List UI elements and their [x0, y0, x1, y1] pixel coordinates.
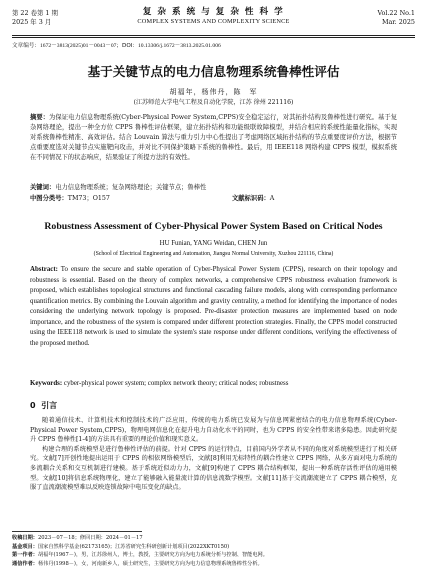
document-code — [232, 194, 274, 203]
abstract-en-text: To ensure the secure and stable operation of Cyber-Physical Power System (CPPS), research on their topology and robustness is essential. Based on the theory of complex networks, a comprehensive CPPS robustness evaluation framework is proposed, which establishes topological structures and functional cascading failure models, along with corresponding performance quantification metrics. By combining the Louvain algorithm and gravity centrality, a method for identifying the importance of nodes considering the underlying network topology is proposed. Pre-disaster protection measures are implemented based on node importance, and the robustness of the system is compared under different protection strategies. Finally, the CPPS model constructed using the IEEE118 network is used to simulate the system's state response under different conditions, verifying the effectiveness of the proposed method. — [30, 266, 397, 347]
article-meta — [12, 43, 415, 50]
doi-label: DOI： — [122, 43, 138, 49]
keywords-en-text: cyber-physical power system; complex network theory; critical nodes; robustness — [63, 380, 289, 387]
running-header — [12, 7, 415, 35]
doi-value: 10.13306/j.1672－3813.2025.01.006 — [138, 43, 221, 49]
footnote-text: 杨伟丹(1998－)，女，河南新乡人，硕士研究生，主要研究方向为电力信息物理系统鲁棒性分析。 — [37, 560, 263, 567]
footnote-text: 胡福年(1967－)，男，江苏徐州人，博士，教授，主要研究方向为电力系统分析与控制、智能电网。 — [37, 552, 268, 559]
volume-en: Vol.22 No.1 — [377, 9, 415, 17]
footnote-label: 基金项目： — [12, 543, 38, 550]
article-number: 1672－3813(2025)01－0043－07； — [39, 43, 123, 49]
body-paragraph: 随着通信技术、计算机技术和控制技术的广泛应用，传统的电力系统已发展为与信息网紧密结合的电力信息物理系统(Cyber-Physical Power System,CPPS)，物理电网信息化在提升电力自动化水平的同时，也为 CPPS 的安全性带来诸多隐患。因此研究提升 CPPS 鲁棒性[1-4]的方法具有重要的理论价值和现实意义。 — [30, 417, 397, 444]
date-en: Mar. 2025 — [381, 17, 415, 26]
issue-info-right — [377, 9, 415, 26]
title-cn: 基于关键节点的电力信息物理系统鲁棒性评估 — [87, 64, 340, 79]
footnote-rule — [12, 531, 142, 532]
abstract-cn-label: 摘要： — [30, 114, 50, 121]
affiliation-cn: (江苏师范大学电气工程及自动化学院，江苏 徐州 221116) — [133, 99, 294, 106]
abstract-cn-text: 为保证电力信息物理系统(Cyber-Physical Power System,CPPS)安全稳定运行，对其拓扑结构及鲁棒性进行研究。基于复杂网络理论，提出一种全方位 CPPS 鲁棒性评估框架，建立拓扑结构和功能级联故障模型，并结合相应的系统性能量化指标，实现对系统鲁棒性精准、高效评估。结合 Louvain 算法与重力引力中心性提出了考虑网络区域拓扑结构的节点重要度评价方法，根据节点重要度选对关键节点实施靶向攻击，并对比不同保护策略下系统的鲁棒性。最后，用 IEEE118 网络构建 CPPS 模型，模拟系统在不同情况下的状态响应，结果验证了所提方法的有效性。 — [30, 114, 398, 162]
keywords-cn — [30, 183, 397, 192]
date-cn: 2025 年 3 月 — [12, 17, 52, 26]
footnotes — [12, 534, 415, 568]
keywords-en-label: Keywords: — [30, 380, 63, 387]
affiliation-en: (School of Electrical Engineering and Automation, Jiangsu Normal University, Xuzhou 221116, China) — [93, 251, 334, 257]
keywords-cn-label: 关键词： — [30, 184, 56, 191]
title-en: Robustness Assessment of Cyber-Physical Power System Based on Critical Nodes — [44, 221, 383, 232]
footnote-received — [12, 534, 415, 543]
footnote-label: 收稿日期： — [12, 535, 38, 541]
volume-cn: 第 22 卷第 1 期 — [12, 9, 58, 17]
footnote-funding — [12, 543, 415, 552]
footnote-label: 第一作者： — [12, 552, 38, 559]
authors-cn: 胡福年，杨伟丹，陈 军 — [169, 88, 258, 96]
footnote-label: 通信作者： — [12, 560, 38, 567]
abstract-cn — [30, 113, 397, 163]
document-code-label: 文献标识码： — [232, 195, 270, 202]
clc-label: 中图分类号： — [30, 195, 68, 202]
article-number-label: 文章编号： — [12, 43, 40, 49]
section-title: 引言 — [41, 401, 58, 410]
body-paragraph: 构建合理的系统模型是进行鲁棒性评估的前提。针对 CPPS 的运行特点，目前国内外学者从不同的角度对系统模型进行了相关研究。文献[7]开创性地提出运用于 CPPS 的相依网络模型后，文献[8]利用无标特性的耦合性建立 CPPS 网络，从多方面对电力系统的多流耦合关系和交互机制进行建模。基于系统近似动力力，文献[9]构建了 CPPS 耦合结构框架，提出一种系统存活性评估的通用模型。文献[10]将信息系统物理化，建立了能够融入能量流计算的信息流数学模型。文献[11]基于交流潮流建立了 CPPS 耦合模型，克服了直流潮流模型难以反映连锁故障中电压变化的缺点。 — [30, 445, 397, 492]
section-heading — [30, 401, 57, 411]
abstract-en — [30, 265, 397, 349]
keywords-en — [30, 379, 397, 388]
authors-en: HU Funian, YANG Weidan, CHEN Jun — [159, 240, 268, 247]
journal-name — [12, 7, 415, 26]
footnote-text: 国家自然科学基金(62173165)；江苏省研究生科研创新计划项目(2022XKT0150) — [37, 543, 230, 550]
footnote-first-author — [12, 551, 415, 560]
classification — [30, 194, 397, 203]
body-text — [30, 416, 397, 493]
journal-name-cn: 复 杂 系 统 与 复 杂 性 科 学 — [142, 7, 285, 17]
journal-name-en: COMPLEX SYSTEMS AND COMPLEXITY SCIENCE — [137, 18, 290, 25]
section-number: 0 — [30, 401, 36, 410]
footnote-corresponding-author — [12, 560, 415, 569]
keywords-cn-text: 电力信息物理系统；复杂网络理论；关键节点；鲁棒性 — [55, 184, 207, 191]
footnote-text: 2023－07－18；修回日期：2024－01－17 — [37, 535, 143, 541]
document-code-value: A — [269, 195, 275, 202]
header-double-rule — [12, 35, 415, 38]
clc-number: TM73；O157 — [67, 195, 110, 202]
abstract-en-label: Abstract: — [30, 266, 58, 273]
